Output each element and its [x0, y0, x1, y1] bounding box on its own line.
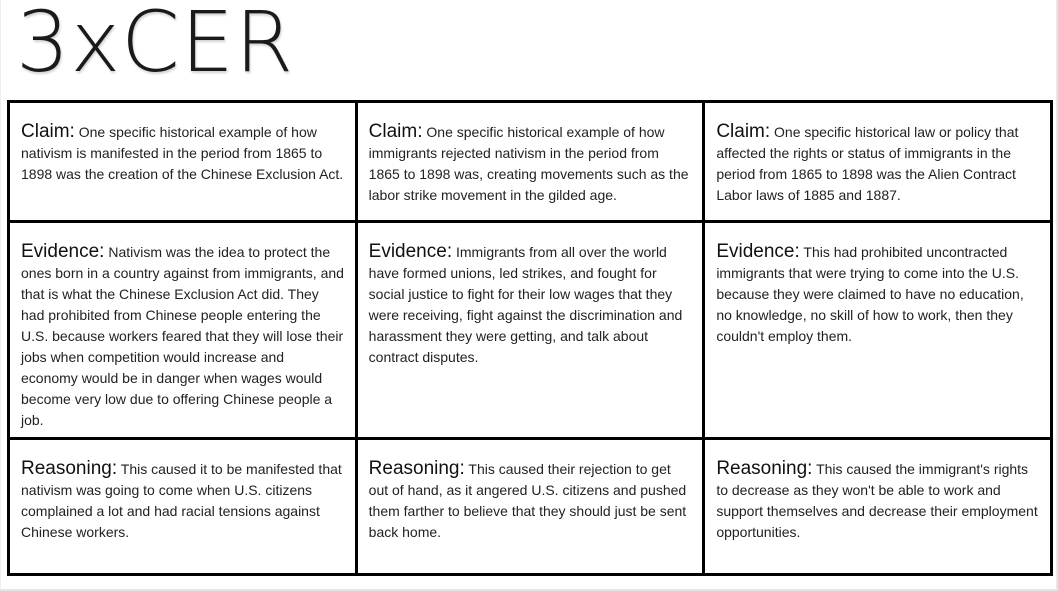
- reasoning-label: Reasoning:: [368, 458, 465, 479]
- claim-text: One specific historical example of how immigrants rejected nativism in the period from 1865 to 1898 was, creating movements such as the labor strike movement in the gilded age.: [368, 124, 689, 203]
- reasoning-row: [9, 439, 1052, 575]
- reasoning-text: This caused it to be manifested that nativism was going to come when U.S. citizens complained a lot and had racial tensions against Chinese workers.: [21, 461, 342, 540]
- evidence-cell-2[interactable]: [356, 222, 704, 439]
- evidence-text: Immigrants from all over the world have formed unions, led strikes, and fought for social justice to fight for their low wages that they were receiving, fight against the discrimination and harassment they were getting, and talk about contract disputes.: [368, 244, 683, 365]
- reasoning-text: This caused their rejection to get out of hand, as it angered U.S. citizens and pushed them farther to believe that they should just be sent back home.: [368, 461, 687, 540]
- reasoning-label: Reasoning:: [716, 458, 813, 479]
- reasoning-text: This caused the immigrant's rights to decrease as they won't be able to work and support themselves and decrease their employment opportunities.: [716, 461, 1038, 540]
- claim-label: Claim:: [368, 121, 423, 142]
- claim-text: One specific historical law or policy that affected the rights or status of immigrants in the period from 1865 to 1898 was the Alien Contract Labor laws of 1885 and 1887.: [716, 124, 1019, 203]
- claim-label: Claim:: [21, 121, 75, 142]
- reasoning-label: Reasoning:: [21, 458, 118, 479]
- evidence-cell-3[interactable]: [704, 222, 1052, 439]
- claim-row: [9, 102, 1052, 222]
- claim-cell-3[interactable]: [704, 102, 1052, 222]
- reasoning-cell-3[interactable]: [704, 439, 1052, 575]
- evidence-text: Nativism was the idea to protect the ones born in a country against from immigrants, and that is what the Chinese Exclusion Act did. They had prohibited from Chinese people entering the U.S. because workers feared that they will lose their jobs when competition would increase and economy would be in danger when wages would become very low due to offering Chinese people a job.: [21, 244, 344, 428]
- evidence-cell-1[interactable]: [9, 222, 357, 439]
- page-title: 3xCER: [16, 0, 295, 91]
- evidence-label: Evidence:: [21, 241, 105, 262]
- page-edge-left: [0, 0, 1, 591]
- evidence-label: Evidence:: [368, 241, 453, 262]
- evidence-label: Evidence:: [716, 241, 800, 262]
- reasoning-cell-1[interactable]: [9, 439, 357, 575]
- cer-table: [7, 100, 1053, 576]
- reasoning-cell-2[interactable]: [356, 439, 704, 575]
- claim-text: One specific historical example of how nativism is manifested in the period from 1865 to 1898 was the creation of the Chinese Exclusion Act.: [21, 124, 344, 182]
- claim-cell-1[interactable]: [9, 102, 357, 222]
- evidence-row: [9, 222, 1052, 439]
- evidence-text: This had prohibited uncontracted immigrants that were trying to come into the U.S. because they were claimed to have no education, no knowledge, no skill of how to work, then they couldn't employ them.: [716, 244, 1024, 344]
- claim-label: Claim:: [716, 121, 771, 142]
- claim-cell-2[interactable]: [356, 102, 704, 222]
